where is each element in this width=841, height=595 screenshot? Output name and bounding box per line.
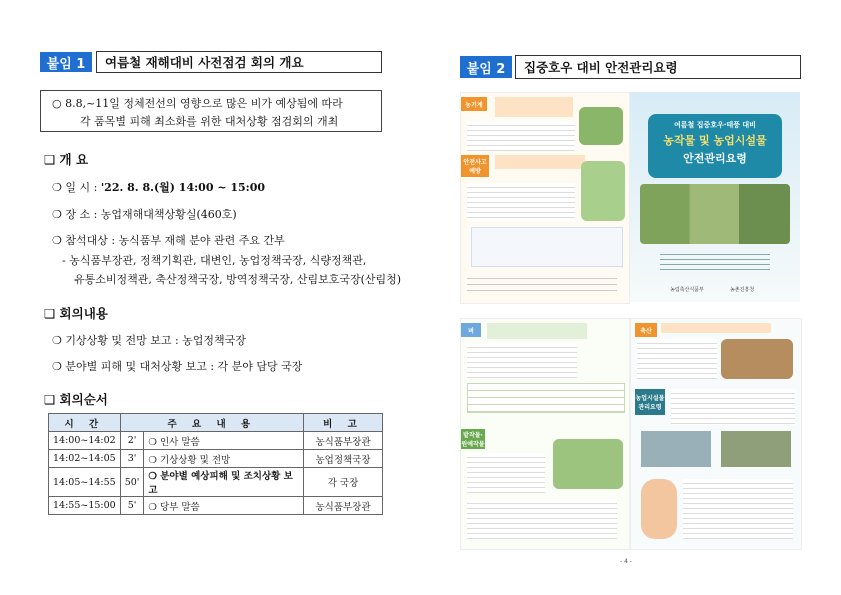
overview-heading: ❑ 개 요 [44,152,89,167]
rice-table [467,383,625,413]
rice-bullets [467,343,577,379]
leaflet-panel-livestock [630,318,802,550]
poster-title-1: 여름철 집중호우·태풍 대비 [674,121,756,129]
label-field-crops: 밭작물·원예작물 [461,429,485,449]
machinery-illustration [579,107,623,145]
label-rice: 벼 [461,323,481,337]
row-duration: 50' [120,468,144,497]
row-note: 각 국장 [304,468,383,497]
livestock-illustration [721,339,793,379]
label-safety: 안전사고 예방 [461,155,489,177]
poster-body-text [660,250,770,274]
label-facility: 농업시설물 관리요령 [635,389,665,415]
label-livestock: 축산 [635,323,657,337]
contact-footer [467,273,617,295]
facility-bullets-2 [683,479,793,539]
rice-highlight [487,323,587,339]
contact-box [471,227,623,267]
attendees-row: ❍ 참석대상 : 농식품부 재해 분야 관련 주요 간부 [52,234,285,247]
content-item-2: ❍ 분야별 피해 및 대처상황 보고 : 각 분야 담당 국장 [52,360,303,373]
leaflet-panel-machinery [460,92,630,304]
row-time: 14:05~14:55 [49,468,121,497]
section-title: 여름철 재해대비 사전점검 회의 개요 [96,51,382,73]
page-number: - 4 - [620,558,632,565]
table-header-row [49,414,383,432]
machinery-text [495,97,573,117]
row-time: 14:55~15:00 [49,497,121,515]
row-item: ❍ 인사 말씀 [144,432,304,450]
attachment-tag-2: 붙임 2 [460,56,512,78]
row-time: 14:02~14:05 [49,450,121,468]
poster-photo-collage [640,184,790,244]
row-time: 14:00~14:02 [49,432,121,450]
header-note: 비 고 [304,414,383,432]
row-item: ❍ 분야별 예상피해 및 조치상황 보고 [144,468,304,497]
label-machinery: 농기계 [461,97,487,111]
date-label: ❍ 일 시 : [52,181,101,194]
intro-line-1: ○ 8.8,~11일 정체전선의 영향으로 많은 비가 예상됨에 따라 [52,97,343,110]
header-content: 주 요 내 용 [120,414,303,432]
content-heading: ❑ 회의내용 [44,306,108,321]
row-item: ❍ 기상상황 및 전망 [144,450,304,468]
row-duration: 3' [120,450,144,468]
table-row [49,497,383,515]
facility-illustration [641,479,677,539]
facility-bullets [671,389,795,425]
date-row [52,179,265,195]
poster-footer-logo-1: 농림축산식품부 [670,287,704,293]
table-row [49,450,383,468]
place-row: ❍ 장 소 : 농업재해대책상황실(460호) [52,208,237,221]
attendees-list-1: - 농식품부장관, 정책기획관, 대변인, 농업정책국장, 식량정책관, [62,254,367,267]
order-heading: ❑ 회의순서 [44,392,108,407]
livestock-bullets [637,339,717,379]
field-bullets [467,453,545,493]
section-title-2: 집중호우 대비 안전관리요령 [515,55,801,79]
attachment-tag: 붙임 1 [40,52,92,72]
safety-highlight [495,155,585,169]
attendees-list-2: 유통소비정책관, 축산정책국장, 방역정책국장, 산림보호국장(산림청) [74,273,402,286]
facility-photo-1 [641,431,711,467]
row-note: 농식품부장관 [304,497,383,515]
row-item: ❍ 당부 말씀 [144,497,304,515]
machinery-bullets [467,121,575,151]
schedule-table [48,413,383,515]
facility-photo-2 [721,431,791,467]
field-bullets-2 [467,499,617,539]
table-row [49,468,383,497]
poster-title-3: 안전관리요령 [683,152,747,165]
poster-footer-logo-2: 농촌진흥청 [730,287,755,293]
row-duration: 5' [120,497,144,515]
livestock-highlight [661,323,771,333]
intro-line-2: 각 품목별 피해 최소화를 위한 대처상황 점검회의 개최 [80,115,339,128]
poster-title-2: 농작물 및 농업시설물 [663,134,767,147]
content-item-1: ❍ 기상상황 및 전망 보고 : 농업정책국장 [52,334,246,347]
row-note: 농식품부장관 [304,432,383,450]
row-duration: 2' [120,432,144,450]
row-note: 농업정책국장 [304,450,383,468]
safety-illustration [581,161,625,221]
header-time: 시 간 [49,414,121,432]
date-value: '22. 8. 8.(월) 14:00 ~ 15:00 [100,181,266,194]
poster-cover [630,92,800,302]
leaflet-panel-crops [460,318,630,550]
safety-bullets [467,183,575,221]
field-illustration [553,439,623,489]
table-row [49,432,383,450]
